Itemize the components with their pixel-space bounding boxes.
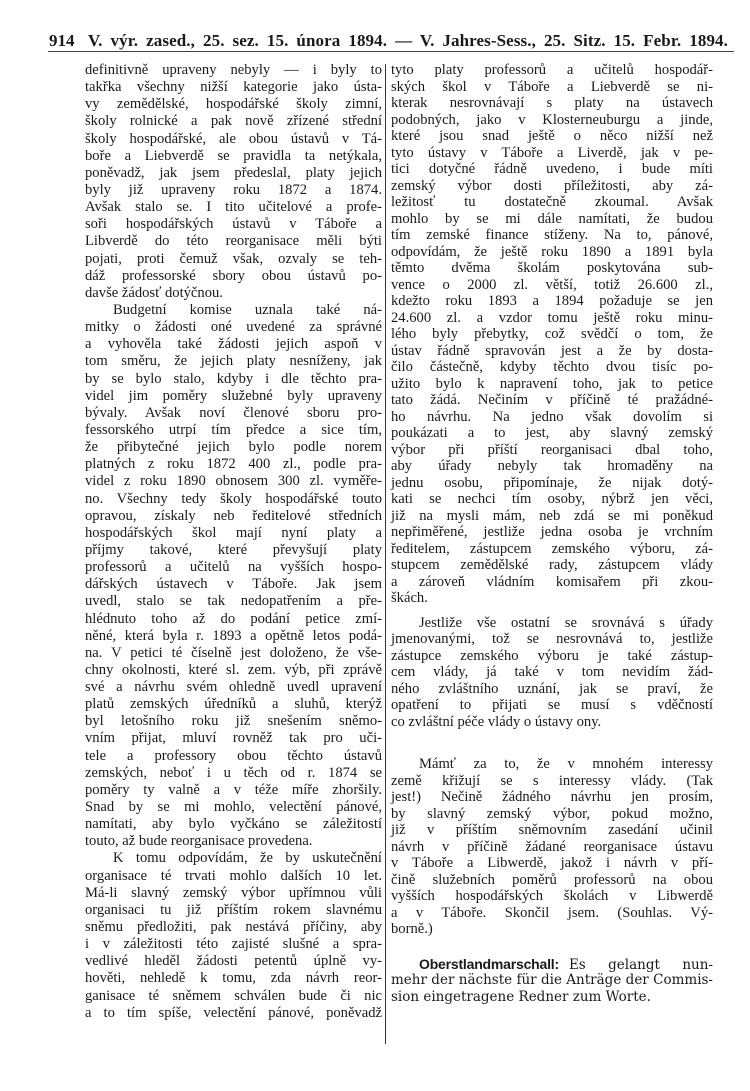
speaker-name: Oberstlandmarschall: bbox=[419, 955, 559, 972]
text-line: Avšak stalo se. I tito učitelové a profe- bbox=[85, 199, 382, 216]
speech-text: Es gelangt nun- bbox=[568, 956, 713, 973]
text-line: a v Táboře. Skončil jsem. (Souhlas. Vý- bbox=[391, 904, 713, 921]
text-line: ležitosť tu dostatečně zkoumal. Avšak bbox=[391, 194, 713, 210]
text-line: hlédnuto toho až do podání petice zmí- bbox=[85, 610, 382, 627]
text-line: davše žádosť dotýčnou. bbox=[85, 284, 223, 301]
text-line: něné, která byla r. 1893 a opětně letos podá- bbox=[85, 627, 382, 644]
right-column bbox=[391, 62, 713, 1005]
text-line: na. V petici té číselně jest doloženo, že vše- bbox=[85, 644, 382, 661]
text-line: vyšších hospodářských školách v Libwerdě bbox=[391, 888, 713, 904]
text-line: soři hospodářských ústavů v Táboře a bbox=[85, 216, 382, 233]
text-line: jest!) Nečině žádného návrhu jen prosím, bbox=[391, 789, 713, 805]
column-divider bbox=[385, 64, 386, 1044]
text-line: a zároveň vládním komisařem při zkou- bbox=[391, 573, 713, 590]
text-line: jmenovanými, tož se nesrovnává to, jestliže bbox=[391, 631, 713, 647]
speech-block bbox=[391, 956, 713, 1006]
text-line: podobných, jako v Klosterneuburgu a jinde, bbox=[391, 111, 713, 128]
text-line: Libverdě do této reorganisace měli býti bbox=[85, 233, 382, 250]
text-line: nepřiměřené, jestliže jedna osoba je vrchním bbox=[391, 524, 713, 540]
speech-line-first bbox=[391, 956, 713, 973]
text-line: zemských, neboť i u těch od r. 1874 se bbox=[85, 764, 382, 781]
text-line: poněvadž, jak jsem předeslal, platy jejich bbox=[85, 164, 382, 181]
header-rule bbox=[48, 51, 734, 52]
running-header: V. výr. zased., 25. sez. 15. února 1894. — V. Jahres-Sess., 25. Sitz. 15. Febr. 1894. bbox=[88, 31, 728, 50]
text-line: návrh v příčině žádané reorganisace ústavu bbox=[391, 838, 713, 855]
text-line: bývaly. Avšak noví členové sboru pro- bbox=[85, 404, 382, 421]
text-line: jednu osobu, připomínaje, že nijak dotý- bbox=[391, 474, 713, 491]
text-line: užito bylo k napravení toho, jak to petice bbox=[391, 375, 713, 392]
text-line: poměry ty valně a v téže míře zhoršily. bbox=[85, 781, 382, 798]
text-line: namítati, aby bylo vyčkáno se záležitostí bbox=[85, 816, 382, 833]
text-line: ředitelem, zástupcem zemského výboru, zá- bbox=[391, 540, 713, 557]
text-line: professorů a učitelů na vyšších hospo- bbox=[85, 559, 382, 576]
paragraph-gap bbox=[391, 730, 713, 756]
text-line: stupcem zemědělské rady, zástupcem vlády bbox=[391, 557, 713, 573]
right-paragraphs bbox=[391, 62, 713, 938]
text-line: lého byly přebytky, což svědčí o tom, že bbox=[391, 326, 713, 342]
speech-line: mehr der nächste für die Anträge der Commis- bbox=[391, 972, 713, 988]
text-line: uvedl, stalo se tak nedopatřením a pře- bbox=[85, 593, 382, 610]
text-line: K tomu odpovídám, že by uskutečnění bbox=[113, 850, 382, 867]
text-line: 24.600 zl. a vzdor tomu ještě roku minu- bbox=[391, 309, 713, 326]
text-line: kati se nechci tím osoby, nýbrž jen věci, bbox=[391, 491, 713, 507]
text-line: vedlivé hleděl žádosti petentů úplně vy- bbox=[85, 953, 382, 970]
text-line: fessorského utrpí tím předce a sice tím, bbox=[85, 421, 382, 438]
text-line: dářských ústavech v Táboře. Jak jsem bbox=[85, 576, 382, 593]
text-line: vy zemědělské, hospodářské školy zimní, bbox=[85, 96, 382, 113]
paragraph bbox=[391, 756, 713, 938]
text-line: videl z roku 1890 obnosem 300 zl. vyměře- bbox=[85, 473, 382, 490]
text-line: země křižují se s interessy vlády. (Tak bbox=[391, 772, 713, 789]
text-line: definitivně upraveny nebyly — i byly to bbox=[85, 62, 382, 78]
text-line: mitky o žádosti oné uvedené za správné bbox=[85, 319, 382, 336]
text-line: a vyhověla také žádosti jejich aspoň v bbox=[85, 336, 382, 353]
text-line: ských škol v Táboře a Liebverdě se ni- bbox=[391, 78, 713, 95]
paragraph-gap bbox=[391, 607, 713, 615]
paragraph bbox=[85, 62, 382, 302]
text-line: kdežto roku 1893 a 1894 požaduje se jen bbox=[391, 293, 713, 309]
text-line: tím zemské finance stíženy. Na to, pánové, bbox=[391, 227, 713, 243]
text-line: mohlo by se mi dále namítati, že budou bbox=[391, 210, 713, 227]
text-line: kterak nesrovnávají s platy na ústavech bbox=[391, 95, 713, 111]
paragraph bbox=[391, 615, 713, 731]
text-line: no. Všechny tedy školy hospodářské touto bbox=[85, 490, 382, 507]
text-line: hospodářských škol mají nyní platy a bbox=[85, 524, 382, 541]
text-line: Má-li slavný zemský výbor upřímnou vůli bbox=[85, 884, 382, 901]
text-line: které jsou snad ještě o něco nižší než bbox=[391, 128, 713, 144]
left-column bbox=[85, 62, 382, 1022]
text-line: chny okolnosti, které sl. zem. výb, při zprávě bbox=[85, 661, 382, 678]
text-line: vence o 2000 zl. větší, totiž 26.600 zl., bbox=[391, 276, 713, 293]
text-line: ho návrhu. Na jedno však dovolím si bbox=[391, 408, 713, 425]
text-line: ústav řádně spravován jest a že by dosta- bbox=[391, 342, 713, 359]
text-line: cem vlády, já také v tom nevidím žád- bbox=[391, 664, 713, 680]
text-line: tyto platy professorů a učitelů hospodář- bbox=[391, 62, 713, 78]
text-line: ného zvláštního uznání, jak se praví, že bbox=[391, 680, 713, 697]
text-line: a to tím spíše, velectění pánové, poněvadž bbox=[85, 1004, 382, 1021]
text-line: školy rolnické a pak nově zřízené střední bbox=[85, 113, 382, 130]
text-line: opravou, získaly neb ředitelové středních bbox=[85, 507, 382, 524]
text-line: Mámť za to, že v mnohém interessy bbox=[419, 756, 713, 772]
paragraph bbox=[85, 850, 382, 1021]
text-line: by slavný zemský výbor, pokud možno, bbox=[391, 805, 713, 822]
text-line: tele a professory obou těchto ústavů bbox=[85, 747, 382, 764]
text-line: výbor při příští reorganisaci dbal toho, bbox=[391, 441, 713, 458]
text-line: touto, až bude reorganisace provedena. bbox=[85, 833, 313, 850]
text-line: organisaci tu již příštím rokem slavnému bbox=[85, 901, 382, 918]
text-line: školy hospodářské, ale obou ústavů v Tá- bbox=[85, 130, 382, 147]
paragraph bbox=[85, 302, 382, 851]
text-line: zemský výbor dosti příležitosti, aby zá- bbox=[391, 177, 713, 194]
text-line: že přibytečné jejich bylo podle norem bbox=[85, 439, 382, 456]
text-line: borně.) bbox=[391, 921, 433, 937]
text-line: tyto ústavy v Táboře a Liverdě, jak v pe- bbox=[391, 144, 713, 161]
text-line: co zvláštní péče vlády o ústavy ony. bbox=[391, 713, 602, 730]
text-line: platných z roku 1872 400 zl., podle pra- bbox=[85, 456, 382, 473]
text-line: tici dotyčné řádně uvedeno, i bude míti bbox=[391, 161, 713, 177]
speech-line: sion eingetragene Redner zum Worte. bbox=[391, 988, 651, 1005]
text-line: tom směru, že jejich platy nesníženy, jak bbox=[85, 353, 382, 370]
text-line: čině služebních poměrů professorů na obou bbox=[391, 871, 713, 888]
text-line: poukázati a to jest, aby slavný zemský bbox=[391, 425, 713, 441]
text-line: těmto dvěma školám poskytována sub- bbox=[391, 260, 713, 276]
paragraph bbox=[391, 62, 713, 607]
text-line: pojati, proti čemuž však, ozvaly se teh- bbox=[85, 250, 382, 267]
text-line: opatření to přijati se musí s vděčností bbox=[391, 697, 713, 713]
text-line: i v záležitosti této zajisté slušné a spra- bbox=[85, 936, 382, 953]
text-line: sněmu předložiti, pak nestává příčiny, aby bbox=[85, 919, 382, 936]
text-line: byly již upraveny roku 1872 a 1874. bbox=[85, 181, 382, 198]
text-line: již v příštím sněmovním zasedání učinil bbox=[391, 822, 713, 838]
text-line: příjmy takové, které převyšují platy bbox=[85, 541, 382, 558]
text-line: boře a Liebverdě se pravidla ta netýkala, bbox=[85, 147, 382, 164]
text-line: tato žádá. Nečiním v příčině té pražádné- bbox=[391, 392, 713, 408]
text-line: ganisace té sněmem schválen bude či nic bbox=[85, 987, 382, 1004]
text-line: byl letošního roku již snešením sněmo- bbox=[85, 713, 382, 730]
text-line: vním přijat, mluví rovněž tak pro uči- bbox=[85, 730, 382, 747]
page-number: 914 bbox=[49, 31, 75, 50]
text-line: zástupce zemského výboru je také zástup- bbox=[391, 647, 713, 664]
text-line: Snad by se mi mohlo, velectění pánové, bbox=[85, 799, 382, 816]
text-line: organisace té trvati mohlo dalších 10 let. bbox=[85, 867, 382, 884]
text-line: videl jim poměry služebné byly upraveny bbox=[85, 387, 382, 404]
text-line: odpovídám, že ještě roku 1890 a 1891 byla bbox=[391, 243, 713, 260]
text-line: by se bylo stalo, kdyby i dle těchto pra- bbox=[85, 370, 382, 387]
text-line: hověti, nehledě k tomu, zda návrh reor- bbox=[85, 970, 382, 987]
text-line: již na mysli mám, neb zdá se mi poněkud bbox=[391, 507, 713, 524]
text-line: čilo částečně, kdyby těchto dvou tisíc po- bbox=[391, 359, 713, 375]
text-line: škách. bbox=[391, 590, 428, 606]
text-line: platů zemských úředníků a sluhů, kterýž bbox=[85, 696, 382, 713]
text-line: takřka všechny nižší kategorie jako ústa- bbox=[85, 79, 382, 96]
text-line: Budgetní komise uznala také ná- bbox=[113, 301, 382, 318]
text-line: své a návrhu svém ohledně uvedl upravení bbox=[85, 679, 382, 696]
text-line: v Táboře a Libwerdě, jakož i návrh v pří- bbox=[391, 855, 713, 871]
text-line: Jestliže vše ostatní se srovnává s úřady bbox=[419, 614, 713, 631]
text-line: dáž professorské sbory obou ústavů po- bbox=[85, 267, 382, 284]
text-line: aby úřady nebyly tak hromaděny na bbox=[391, 458, 713, 474]
paragraph-gap bbox=[391, 938, 713, 956]
